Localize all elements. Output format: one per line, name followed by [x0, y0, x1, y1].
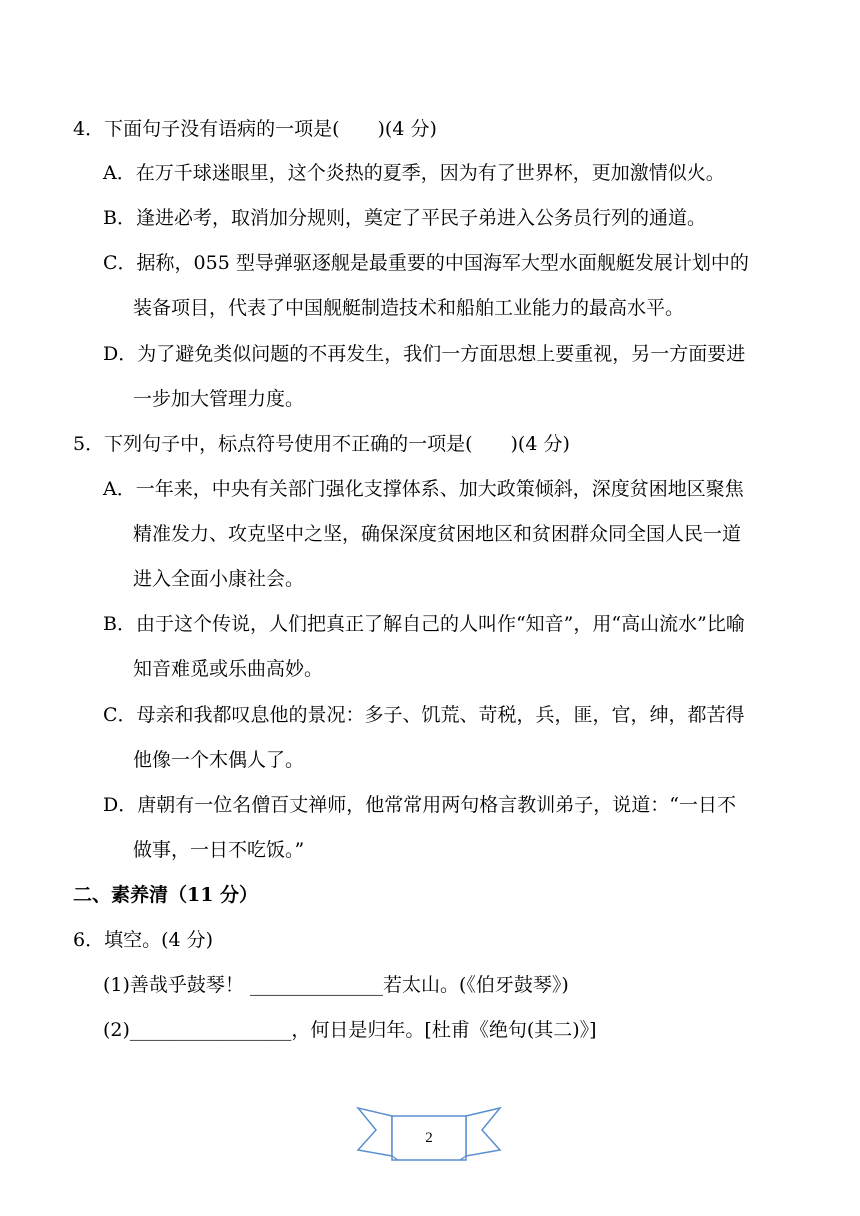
question-5-option-b-line2: 知音难觅或乐曲高妙。	[133, 658, 324, 680]
question-4-option-b: B．逢进必考，取消加分规则，奠定了平民子弟进入公务员行列的通道。	[103, 207, 706, 229]
question-5-option-a-line3: 进入全面小康社会。	[133, 568, 305, 590]
question-5-option-a-line1: A．一年来，中央有关部门强化支撑体系、加大政策倾斜，深度贫困地区聚焦	[103, 478, 744, 500]
question-5-option-b-line1: B．由于这个传说，人们把真正了解自己的人叫作“知音”，用“高山流水”比喻	[103, 613, 745, 635]
question-5-option-d-line1: D．唐朝有一位名僧百丈禅师，他常常用两句格言教训弟子，说道：“一日不	[103, 794, 736, 816]
question-5-option-d-line2: 做事，一日不吃饭。”	[133, 839, 305, 861]
page-number: 2	[425, 1130, 433, 1146]
question-6-stem: 6．填空。(4 分)	[73, 929, 214, 951]
section-2-title: 二、素养清（11 分）	[73, 884, 259, 906]
question-4-option-d-line1: D．为了避免类似问题的不再发生，我们一方面思想上要重视，另一方面要进	[103, 343, 746, 365]
question-6-item-2: (2)_________________，何日是归年。[杜甫《绝句(其二)》]	[103, 1019, 597, 1041]
question-5-option-c-line2: 他像一个木偶人了。	[133, 749, 305, 771]
question-6-item-1: (1)善哉乎鼓琴！ ______________若太山。(《伯牙鼓琴》)	[103, 974, 569, 996]
question-4-option-c-line2: 装备项目，代表了中国舰艇制造技术和船舶工业能力的最高水平。	[133, 297, 685, 319]
question-4-option-c-line1: C．据称，055 型导弹驱逐舰是最重要的中国海军大型水面舰艇发展计划中的	[103, 252, 749, 274]
question-5-option-a-line2: 精准发力、攻克坚中之坚，确保深度贫困地区和贫困群众同全国人民一道	[133, 523, 742, 545]
question-4-option-d-line2: 一步加大管理力度。	[133, 388, 305, 410]
question-5-option-c-line1: C．母亲和我都叹息他的景况：多子、饥荒、苛税，兵，匪，官，绅，都苦得	[103, 704, 745, 726]
question-5-stem: 5．下列句子中，标点符号使用不正确的一项是( )(4 分)	[73, 433, 570, 455]
question-4-option-a: A．在万千球迷眼里，这个炎热的夏季，因为有了世界杯，更加激情似火。	[103, 162, 725, 184]
question-4-stem: 4．下面句子没有语病的一项是( )(4 分)	[73, 118, 437, 140]
